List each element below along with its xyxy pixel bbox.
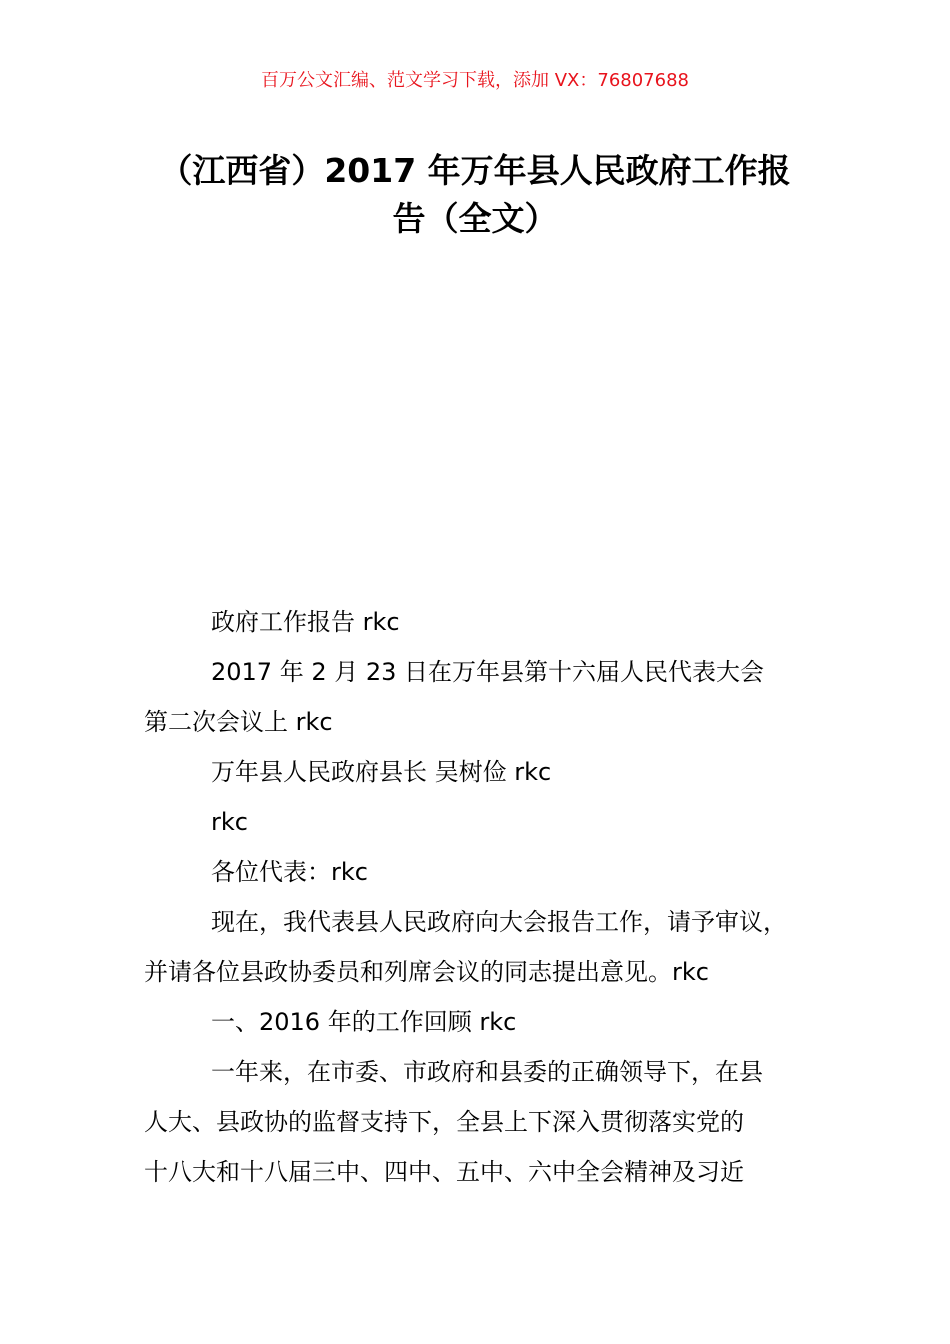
document-body bbox=[144, 597, 808, 1197]
intro-paragraph-line-2: 并请各位县政协委员和列席会议的同志提出意见。rkc bbox=[144, 958, 709, 986]
review-paragraph-line-3: 十八大和十八届三中、四中、五中、六中全会精神及习近 bbox=[144, 1158, 744, 1186]
document-title bbox=[0, 147, 950, 243]
blank-marker-line: rkc bbox=[211, 808, 248, 836]
meeting-date-line-continued: 第二次会议上 rkc bbox=[144, 708, 333, 736]
intro-paragraph-line-1: 现在，我代表县人民政府向大会报告工作，请予审议， bbox=[211, 908, 787, 936]
section-heading: 一、2016 年的工作回顾 rkc bbox=[211, 1008, 517, 1036]
title-line-2: 告（全文） bbox=[392, 199, 558, 238]
report-label: 政府工作报告 rkc bbox=[211, 608, 400, 636]
review-paragraph-line-2: 人大、县政协的监督支持下，全县上下深入贯彻落实党的 bbox=[144, 1108, 744, 1136]
title-line-1: （江西省）2017 年万年县人民政府工作报 bbox=[159, 151, 791, 190]
meeting-date-line: 2017 年 2 月 23 日在万年县第十六届人民代表大会 bbox=[211, 658, 765, 686]
review-paragraph-line-1: 一年来，在市委、市政府和县委的正确领导下，在县 bbox=[211, 1058, 763, 1086]
header-notice: 百万公文汇编、范文学习下载，添加 VX：76807688 bbox=[261, 70, 689, 91]
speaker-line: 万年县人民政府县长 吴树俭 rkc bbox=[211, 758, 552, 786]
salutation: 各位代表：rkc bbox=[211, 858, 368, 886]
